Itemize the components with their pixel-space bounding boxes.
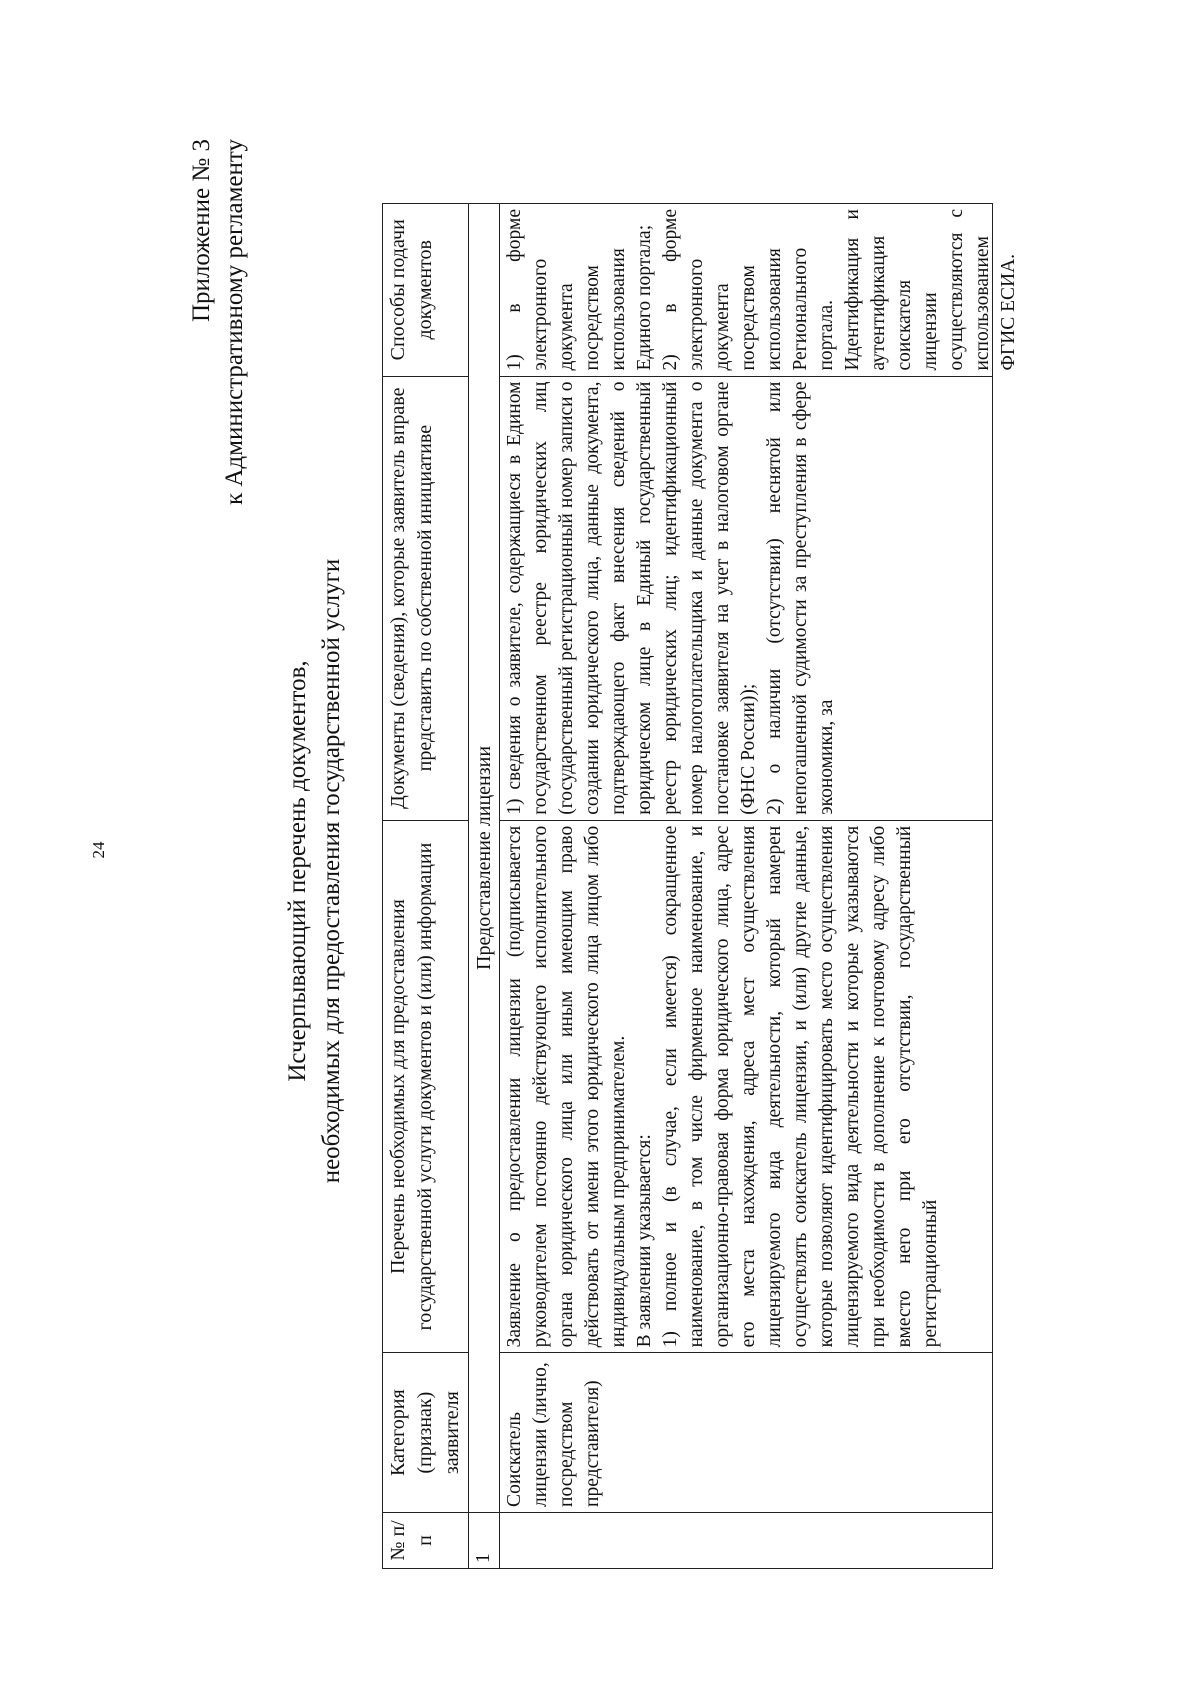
- header-docs: Документы (сведения), которые заявитель вправе представить по собственной инициативе: [383, 376, 469, 820]
- ways-paragraph: 1) в форме электронного документа посредством использования Единого портала;: [504, 209, 655, 371]
- document-title: [281, 91, 349, 1651]
- title-line-1: Исчерпывающий перечень документов,: [284, 660, 311, 1082]
- header-ways: Способы подачи документов: [383, 204, 469, 377]
- empty-num-cell: [500, 1512, 993, 1568]
- category-cell: [500, 1353, 993, 1513]
- title-line-2: необходимых для предоставления государственной услуги: [318, 558, 345, 1184]
- ways-paragraph: Идентификация и аутентификация соискателя лицензии осуществляются с использованием ФГИС ЕСИА.: [842, 209, 1019, 371]
- rotated-page-content: [185, 91, 1085, 1651]
- header-list: Перечень необходимых для предоставления государственной услуги документов и (или) информации: [383, 820, 469, 1353]
- list-paragraph: В заявлении указывается:: [634, 1134, 655, 1348]
- page-number: 24: [89, 841, 108, 859]
- docs-paragraph: 2) о наличии (отсутствии) неснятой или непогашенной судимости за преступления в сфере экономики, за: [764, 381, 837, 815]
- list-paragraph: Заявление о предоставлении лицензии (подписывается руководителем постоянно действующего исполнительного органа юридического лица или иным имеющим право действовать от имени этого юридического лица лицом либо индивидуальным предпринимателем.: [504, 825, 629, 1348]
- docs-cell: [500, 376, 993, 820]
- category-text: Соискатель лицензии (лично, посредством представителя): [504, 1362, 603, 1507]
- docs-paragraph: 1) сведения о заявителе, содержащиеся в Едином государственном реестре юридических лиц (государственный регистрационный номер записи о создании юридического лица, данные документа, подтверждающего факт внесения сведений о юридическом лице в Единый государственный реестр юридических лиц; идентификационный номер налогоплательщика и данные документа о постановке заявителя на учет в налоговом органе (ФНС России));: [504, 381, 759, 815]
- row-number: 1: [469, 1512, 500, 1568]
- ways-cell: [500, 204, 1019, 377]
- header-num: № п/п: [383, 1512, 469, 1568]
- section-title: Предоставление лицензии: [469, 204, 500, 1513]
- header-category: Категория (признак) заявителя: [383, 1353, 469, 1513]
- table-row: [500, 204, 993, 1569]
- ways-paragraph: 2) в форме электронного документа посредством использования Регионального портала.: [660, 209, 837, 371]
- section-row: [469, 204, 500, 1569]
- appendix-line-2: к Административному регламенту: [221, 139, 248, 506]
- appendix-line-1: Приложение № 3: [188, 139, 215, 323]
- appendix-heading: [185, 139, 251, 505]
- list-cell: [500, 820, 993, 1353]
- documents-table: [382, 203, 1019, 1569]
- list-paragraph: 1) полное и (в случае, если имеется) сокращенное наименование, в том числе фирменное наименование, и организационно-правовая форма юридического лица, адрес его места нахождения, адреса мест осуществления лицензируемого вида деятельности, который намерен осуществлять соискатель лицензии, и (или) другие данные, которые позволяют идентифицировать место осуществления лицензируемого вида деятельности и которые указываются при необходимости в дополнение к почтовому адресу либо вместо него при его отсутствии, государственный регистрационный: [660, 825, 941, 1348]
- table-header-row: [383, 204, 469, 1569]
